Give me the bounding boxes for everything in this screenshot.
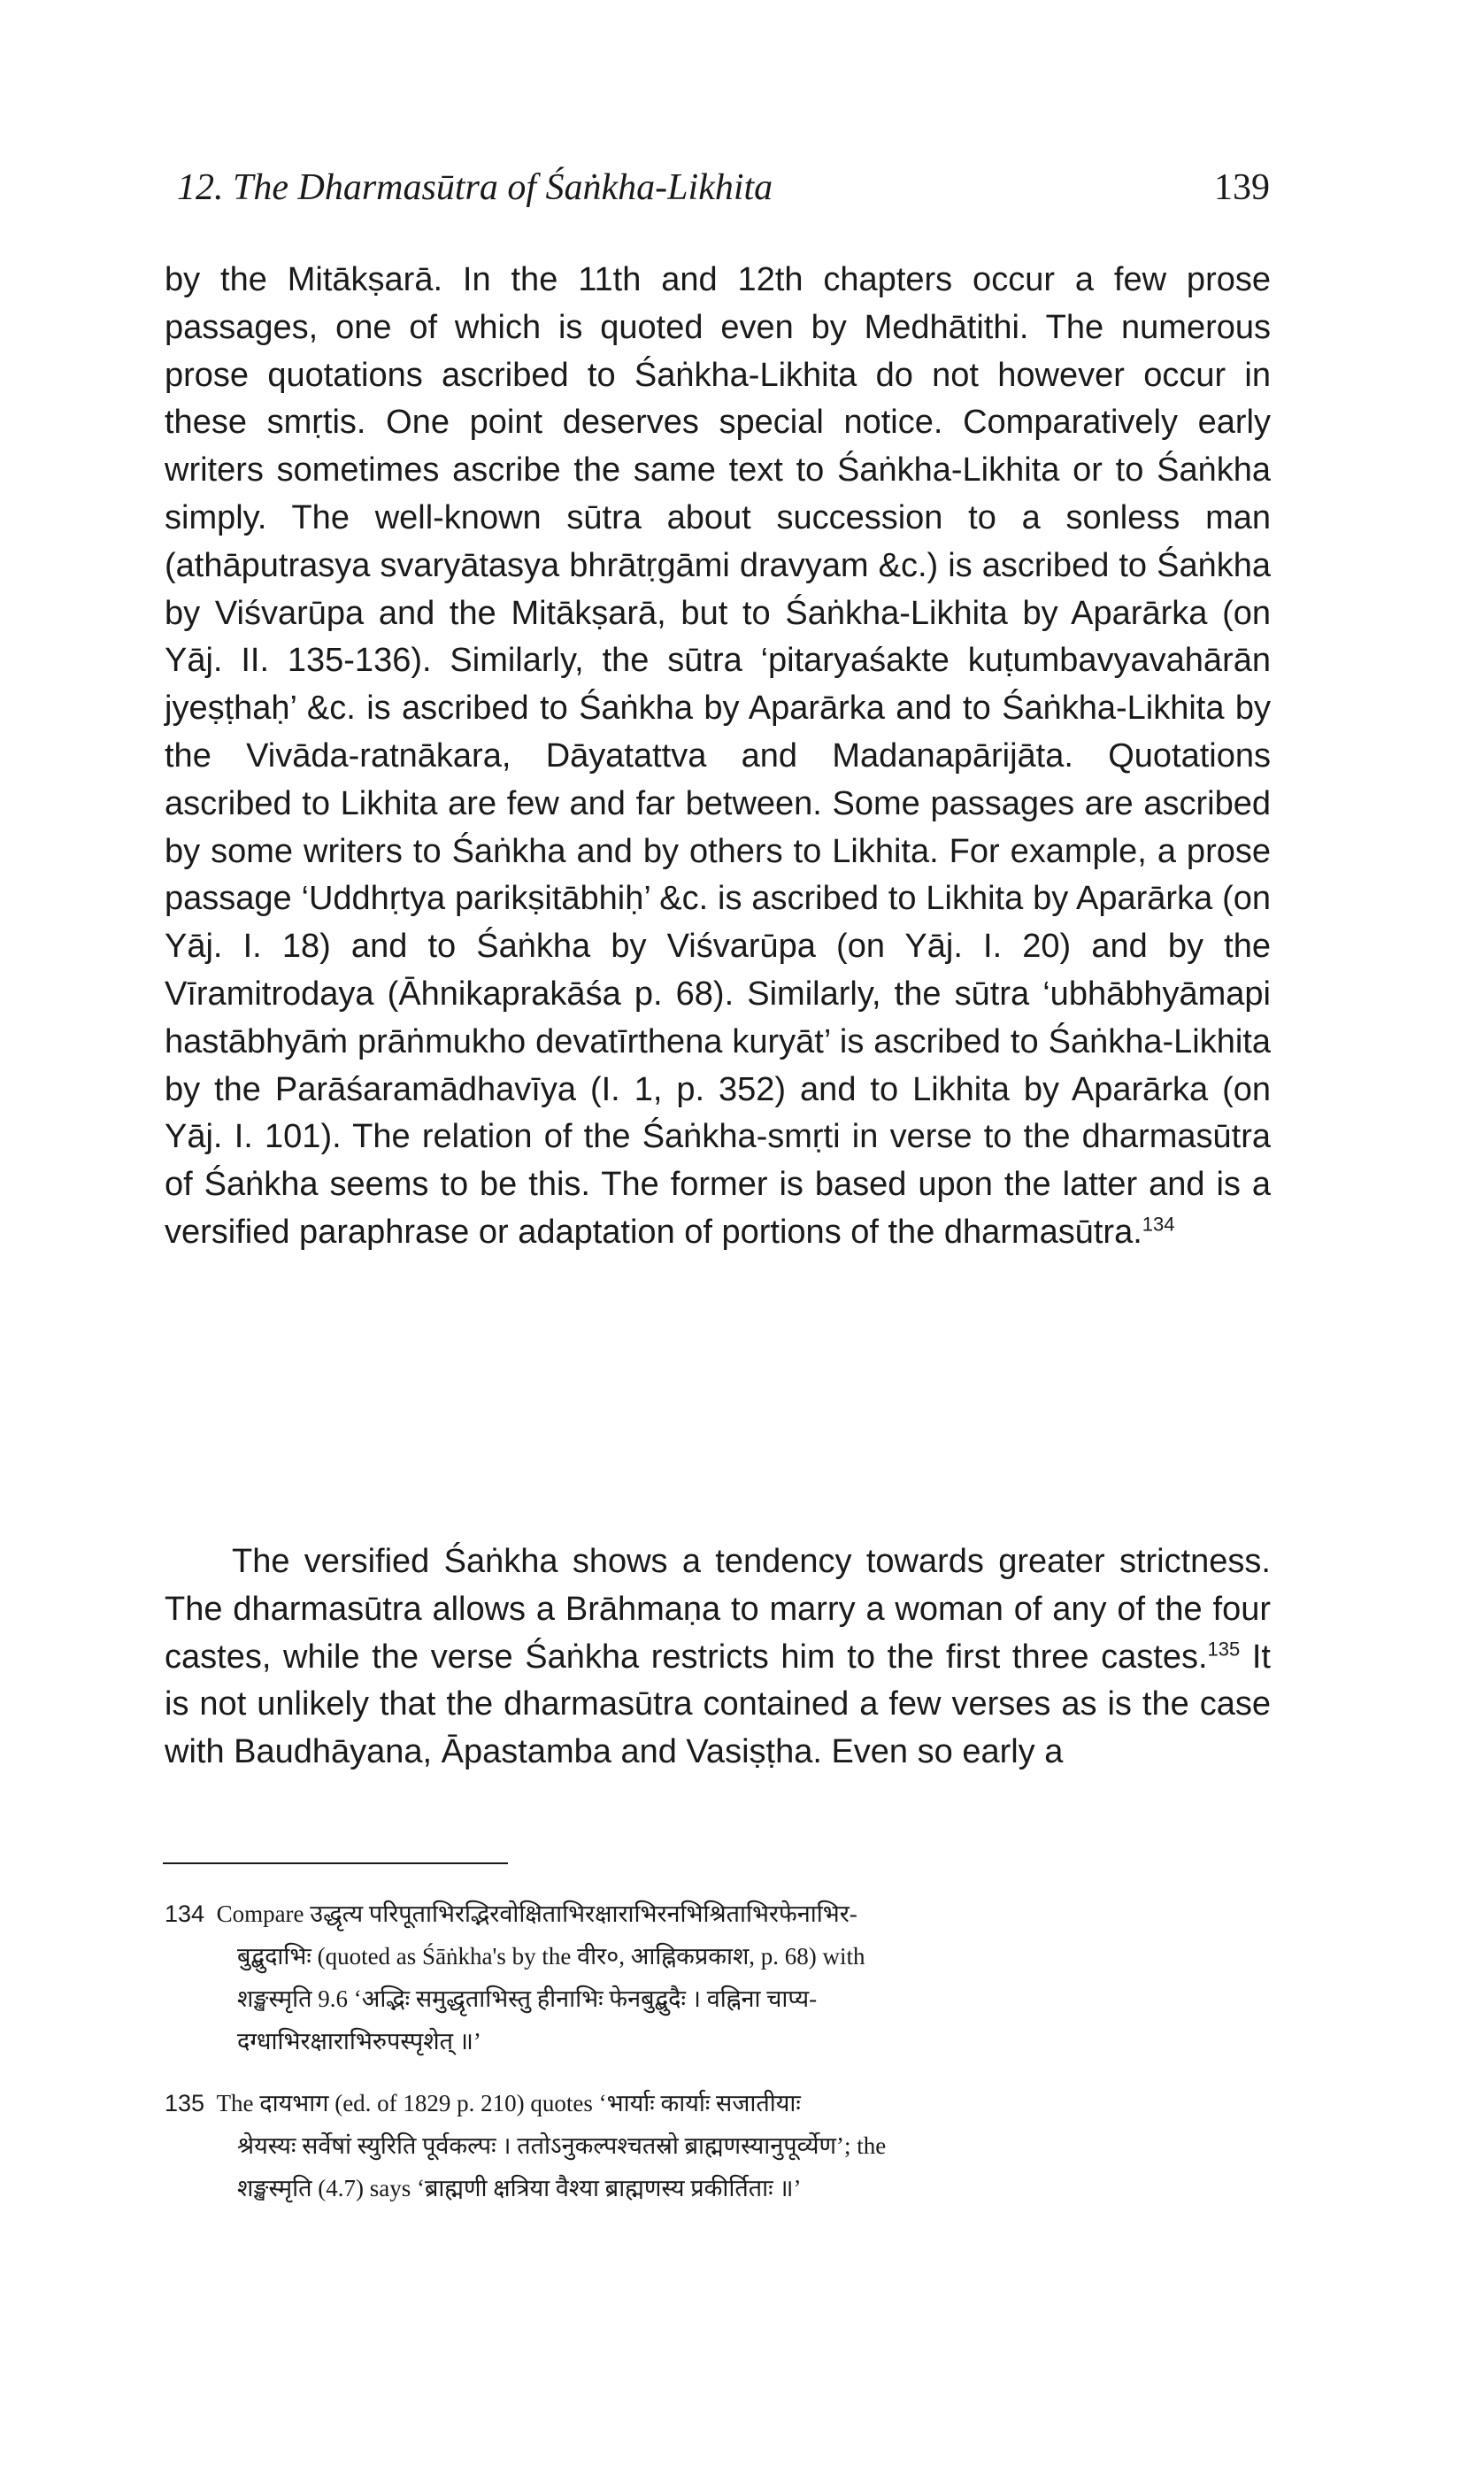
paragraph-text-continued: It is not unlikely that the dharmasūtra contained a few verses as is the case with Baudhāyana, Āpastamba and Vasiṣṭha. Even so early a — [165, 1638, 1271, 1771]
footnote-reference: 134 — [1142, 1213, 1175, 1236]
footnote-divider — [163, 1862, 508, 1864]
footnote-line: शङ्खस्मृति 9.6 ‘अद्भिः समुद्धृताभिस्तु हीनाभिः फेनबुद्बुदैः । वह्निना चाप्य- — [237, 1985, 818, 2012]
paragraph-text: by the Mitākṣarā. In the 11th and 12th chapters occur a few prose passages, one of which is quoted even by Medhātithi. The numerous prose quotations ascribed to Śaṅkha-Likhita do not however occur in these smṛtis. One point deserves special notice. Comparatively early writers sometimes ascribe the same text to Śaṅkha-Likhita or to Śaṅkha simply. The well-known sūtra about succession to a sonless man (athāputrasya svaryātasya bhrātṛgāmi dravyam &c.) is ascribed to Śaṅkha by Viśvarūpa and the Mitākṣarā, but to Śaṅkha-Likhita by Aparārka (on Yāj. II. 135-136). Similarly, the sūtra ‘pitaryaśakte kuṭumbavyavahārān jyeṣṭhaḥ’ &c. is ascribed to Śaṅkha by Aparārka and to Śaṅkha-Likhita by the Vivāda-ratnākara, Dāyatattva and Madanapārijāta. Quotations ascribed to Likhita are few and far between. Some passages are ascribed by some writers to Śaṅkha and by others to Likhita. For example, a prose passage ‘Uddhṛtya parikṣitābhiḥ’ &c. is ascribed to Likhita by Aparārka (on Yāj. I. 18) and to Śaṅkha by Viśvarūpa (on Yāj. I. 20) and by the Vīramitrodaya (Āhnikaprakāśa p. 68). Similarly, the sūtra ‘ubhābhyāmapi hastābhyāṁ prāṅmukho devatīrthena kuryāt’ is ascribed to Śaṅkha-Likhita by the Parāśaramādhavīya (I. 1, p. 352) and to Likhita by Aparārka (on Yāj. I. 101). The relation of the Śaṅkha-smṛti in verse to the dharmasūtra of Śaṅkha seems to be this. The former is based upon the latter and is a versified paraphrase or adaptation of portions of the dharmasūtra. — [165, 261, 1271, 1251]
page-number: 139 — [1214, 167, 1270, 208]
footnote-number: 134 — [165, 1900, 205, 1927]
footnote-reference: 135 — [1207, 1637, 1241, 1660]
footnote-line — [165, 1893, 1271, 1935]
footnote-text: Compare उद्धृत्य परिपूताभिरद्भिरवोक्षिताभिरक्षाराभिरनभिश्रिताभिरफेनाभिर- — [216, 1900, 857, 1927]
footnote-135 — [165, 2082, 1271, 2209]
footnote-line: श्रेयस्यः सर्वेषां स्युरिति पूर्वकल्पः । ततोऽनुकल्पश्चतस्रो ब्राह्मणस्यानुपूर्व्येण’; the — [237, 2132, 887, 2159]
footnote-line: दग्धाभिरक्षाराभिरुपस्पृशेत् ॥’ — [237, 2028, 481, 2055]
footnote-number: 135 — [165, 2090, 205, 2116]
header-title: 12. The Dharmasūtra of Śaṅkha-Likhita — [177, 167, 773, 208]
body-paragraph — [165, 1538, 1271, 1777]
footnote-line: बुद्बुदाभिः (quoted as Śāṅkha's by the वीर०, आह्निकप्रकाश, p. 68) with — [237, 1943, 865, 1970]
body-paragraph — [165, 257, 1271, 1257]
running-header — [168, 161, 1270, 214]
footnote-line: शङ्खस्मृति (4.7) says ‘ब्राह्मणी क्षत्रिया वैश्या ब्राह्मणस्य प्रकीर्तिताः ॥’ — [237, 2175, 802, 2201]
footnote-134 — [165, 1893, 1271, 2062]
paragraph-text: The versified Śaṅkha shows a tendency towards greater strictness. The dharmasūtra allows a Brāhmaṇa to marry a woman of any of the four castes, while the verse Śaṅkha restricts him to the first three castes. — [165, 1543, 1271, 1676]
footnote-line — [165, 2082, 1271, 2124]
footnote-text: The दायभाग (ed. of 1829 p. 210) quotes ‘भार्याः कार्याः सजातीयाः — [216, 2090, 801, 2116]
